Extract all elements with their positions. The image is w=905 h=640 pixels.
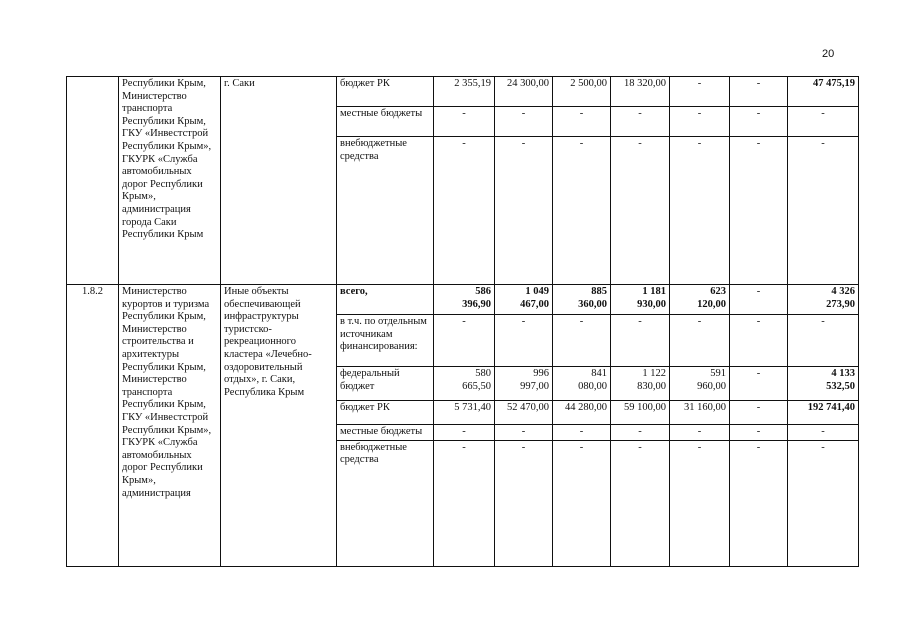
source-cell: внебюджетные средства	[337, 137, 434, 285]
value-cell: -	[495, 425, 553, 441]
value-cell: 2 355,19	[434, 77, 495, 107]
value-cell: 18 320,00	[611, 77, 670, 107]
value-cell: 2 500,00	[553, 77, 611, 107]
value-cell: -	[553, 137, 611, 285]
value-text: 580 665,50	[462, 368, 491, 392]
value-cell: -	[611, 107, 670, 137]
row-number-cell: 1.8.2	[67, 285, 119, 567]
value-cell: -	[670, 137, 730, 285]
value-cell: -	[553, 107, 611, 137]
value-cell: -	[730, 107, 788, 137]
value-text: 885 360,00	[578, 286, 607, 310]
value-cell: 44 280,00	[553, 401, 611, 425]
total-cell: -	[788, 440, 859, 566]
value-cell: 31 160,00	[670, 401, 730, 425]
value-cell: -	[611, 425, 670, 441]
total-cell	[788, 367, 859, 401]
value-cell: -	[670, 315, 730, 367]
value-cell	[611, 367, 670, 401]
total-cell: -	[788, 315, 859, 367]
source-cell: в т.ч. по отдельным источникам финансирования:	[337, 315, 434, 367]
value-text: 1 049 467,00	[520, 286, 549, 310]
value-cell: -	[611, 315, 670, 367]
value-cell	[670, 285, 730, 315]
value-cell: -	[495, 107, 553, 137]
table-row	[67, 77, 859, 107]
value-cell	[670, 367, 730, 401]
value-cell: -	[730, 315, 788, 367]
total-text: 4 326 273,90	[826, 286, 855, 310]
value-cell: -	[611, 440, 670, 566]
source-cell: бюджет РК	[337, 401, 434, 425]
value-text: 1 181 930,00	[637, 286, 666, 310]
value-cell	[434, 367, 495, 401]
value-cell: -	[434, 425, 495, 441]
total-cell: 192 741,40	[788, 401, 859, 425]
executor-cell: Министерство курортов и туризма Республики Крым, Министерство строительства и архитектуры Республики Крым, Министерство транспорта Республики Крым, ГКУ «Инвестстрой Республики Крым», ГКУРК «Служба автомобильных дорог Республики Крым», администрация	[119, 285, 221, 567]
row-number-cell	[67, 77, 119, 285]
total-cell: -	[788, 107, 859, 137]
value-cell: -	[730, 285, 788, 315]
value-cell: -	[730, 137, 788, 285]
value-cell: -	[730, 77, 788, 107]
source-cell: местные бюджеты	[337, 107, 434, 137]
source-cell: местные бюджеты	[337, 425, 434, 441]
table-row	[67, 285, 859, 315]
value-cell: -	[670, 440, 730, 566]
value-cell: -	[553, 440, 611, 566]
value-cell: -	[730, 440, 788, 566]
source-cell: внебюджетные средства	[337, 440, 434, 566]
value-cell: -	[495, 315, 553, 367]
value-cell: -	[553, 315, 611, 367]
object-cell: Иные объекты обеспечивающей инфраструктуры туристско-рекреационного кластера «Лечебно-оздоровительный отдых», г. Саки, Республика Крым	[221, 285, 337, 567]
object-cell: г. Саки	[221, 77, 337, 285]
source-cell: федеральный бюджет	[337, 367, 434, 401]
value-cell	[553, 285, 611, 315]
total-cell: -	[788, 137, 859, 285]
value-text: 586 396,90	[462, 286, 491, 310]
value-text: 996 997,00	[520, 368, 549, 392]
value-cell	[611, 285, 670, 315]
total-cell: -	[788, 425, 859, 441]
total-text: 4 133 532,50	[826, 368, 855, 392]
value-cell	[553, 367, 611, 401]
value-cell: -	[434, 440, 495, 566]
value-cell: -	[730, 425, 788, 441]
value-cell	[434, 285, 495, 315]
value-cell: -	[495, 137, 553, 285]
value-cell: 24 300,00	[495, 77, 553, 107]
value-cell: -	[434, 137, 495, 285]
value-cell: 52 470,00	[495, 401, 553, 425]
value-cell: -	[730, 367, 788, 401]
page-number: 20	[822, 48, 835, 60]
executor-cell: Республики Крым, Министерство транспорта Республики Крым, ГКУ «Инвестстрой Республики Крым», ГКУРК «Служба автомобильных дорог Республики Крым», администрация города Саки Республики Крым	[119, 77, 221, 285]
value-cell: -	[495, 440, 553, 566]
value-text: 841 080,00	[578, 368, 607, 392]
total-cell	[788, 285, 859, 315]
value-cell	[495, 285, 553, 315]
budget-table	[66, 76, 859, 567]
total-cell: 47 475,19	[788, 77, 859, 107]
value-cell: -	[670, 77, 730, 107]
value-text: 623 120,00	[697, 286, 726, 310]
value-cell: -	[553, 425, 611, 441]
value-cell: -	[434, 315, 495, 367]
value-text: 591 960,00	[697, 368, 726, 392]
value-cell: 5 731,40	[434, 401, 495, 425]
value-cell: -	[670, 107, 730, 137]
value-cell: -	[730, 401, 788, 425]
value-text: 1 122 830,00	[637, 368, 666, 392]
value-cell: -	[611, 137, 670, 285]
value-cell: -	[434, 107, 495, 137]
source-cell: всего,	[337, 285, 434, 315]
value-cell: -	[670, 425, 730, 441]
source-cell: бюджет РК	[337, 77, 434, 107]
value-cell: 59 100,00	[611, 401, 670, 425]
value-cell	[495, 367, 553, 401]
